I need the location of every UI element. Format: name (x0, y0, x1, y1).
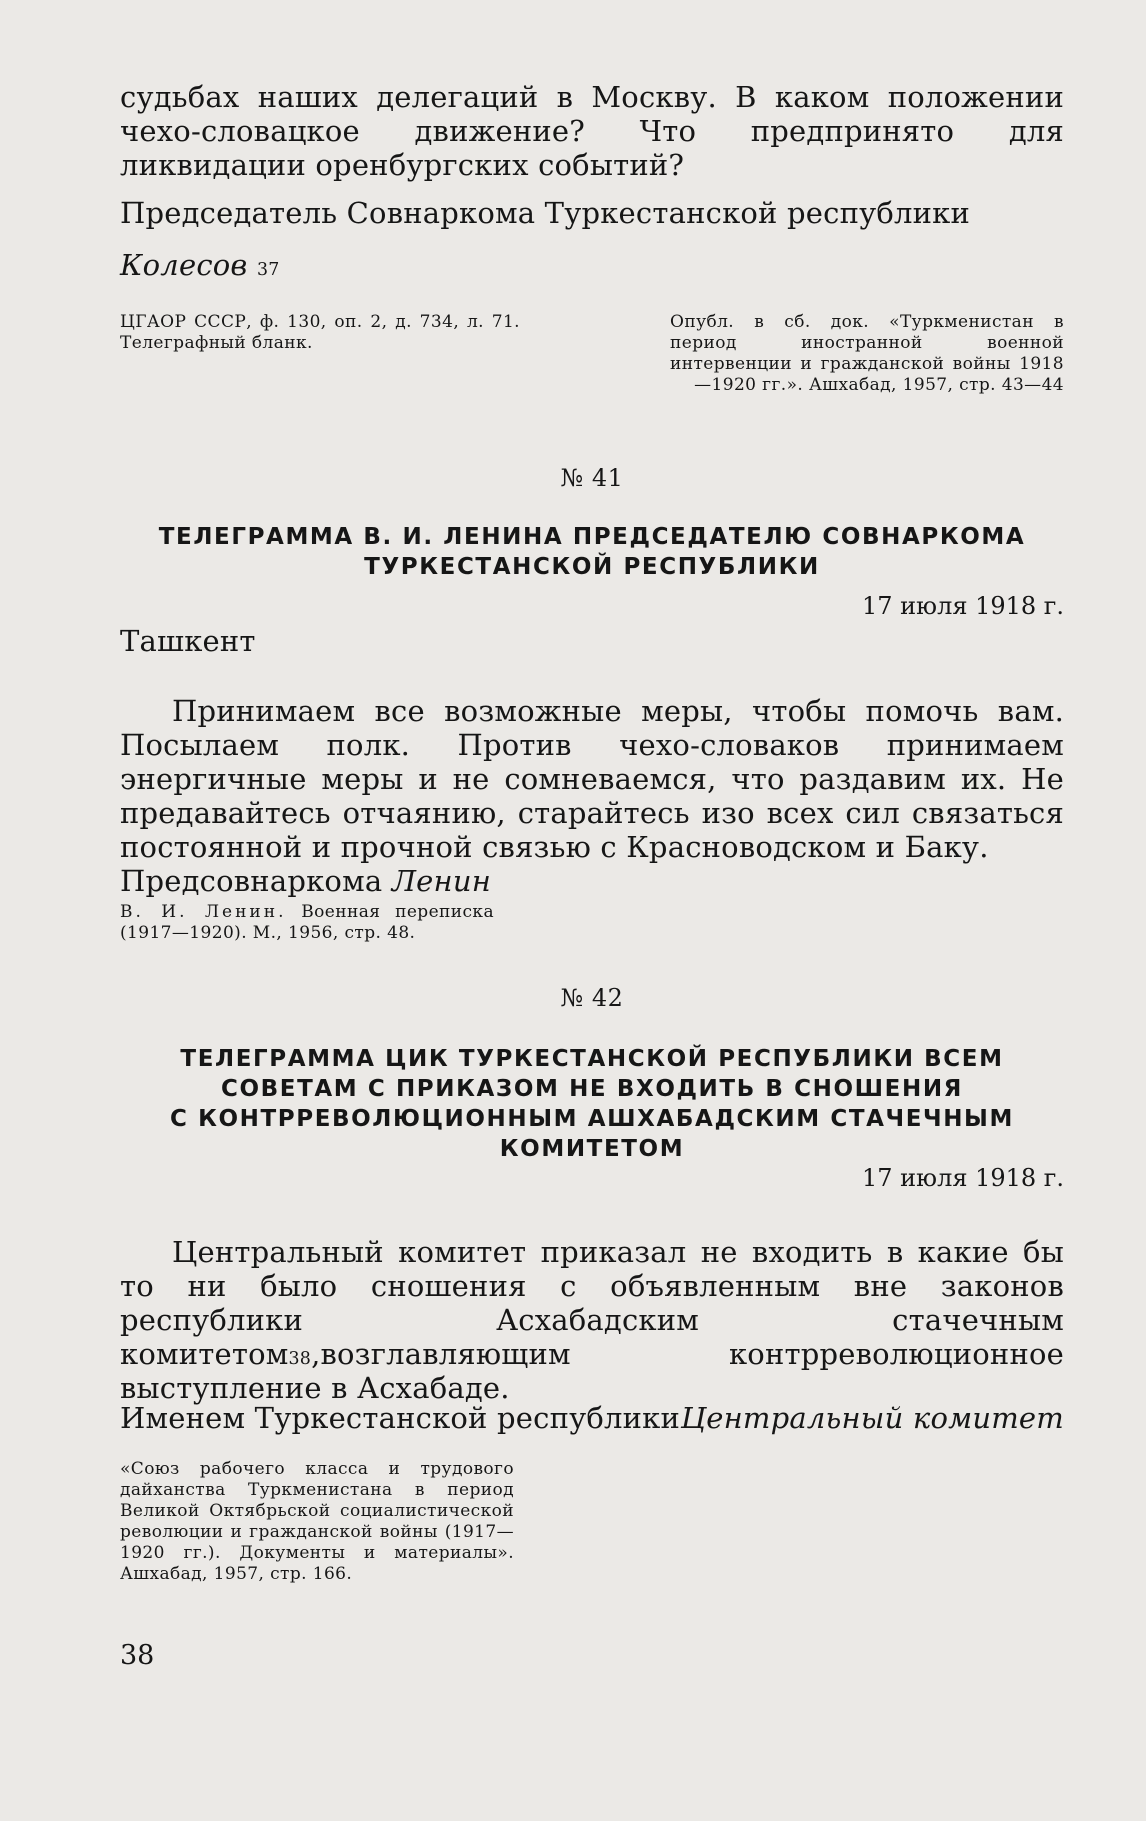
document-42-title-line1: ТЕЛЕГРАММА ЦИК ТУРКЕСТАНСКОЙ РЕСПУБЛИКИ ВСЕМ (180, 1046, 1004, 1072)
document-number-42: № 42 (560, 984, 624, 1012)
document-number-41: № 41 (560, 464, 624, 492)
signature-title: Председатель Совнаркома Туркестанской республики (120, 196, 971, 230)
document-41-source-author: В. И. Ленин. (120, 902, 287, 922)
document-41-source (120, 902, 494, 944)
document-42-title-line4: КОМИТЕТОМ (499, 1136, 685, 1162)
document-42-signature-left: Именем Туркестанской республики (120, 1401, 681, 1435)
footnote-ref-37: 37 (256, 260, 280, 280)
document-42-body (120, 1235, 1064, 1405)
document-41-place: Ташкент (120, 624, 256, 658)
document-41-signature-title: Предсовнаркома (120, 864, 383, 898)
footnote-ref-38: 38 (288, 1349, 312, 1369)
document-42-signature (120, 1401, 1064, 1435)
document-41-title-line1: ТЕЛЕГРАММА В. И. ЛЕНИНА ПРЕДСЕДАТЕЛЮ СОВНАРКОМА (158, 524, 1026, 550)
document-41-body: Принимаем все возможные меры, чтобы помочь вам. Посылаем полк. Против чехо-словаков принимаем энергичные меры и не сомневаемся, что раздавим их. Не предавайтесь отчаянию, старайтесь изо всех сил связаться постоянной и прочной связью с Красноводском и Баку. (120, 694, 1064, 864)
signature-name (120, 248, 1064, 282)
document-41-date: 17 июля 1918 г. (862, 592, 1064, 620)
document-41-source-rest: Военная переписка (1917—1920). М., 1956, стр. 48. (120, 902, 494, 943)
document-42-date: 17 июля 1918 г. (862, 1164, 1064, 1192)
page-number: 38 (120, 1640, 155, 1671)
document-41-title (120, 522, 1064, 582)
document-42-title-line2: СОВЕТАМ С ПРИКАЗОМ НЕ ВХОДИТЬ В СНОШЕНИЯ (221, 1076, 963, 1102)
document-42-source: «Союз рабочего класса и трудового дайханства Туркменистана в период Великой Октябрьской социалистической революции и гражданской войны (1917—1920 гг.). Документы и материалы». Ашхабад, 1957, стр. 166. (120, 1459, 514, 1584)
document-41-signature (120, 864, 1064, 898)
archive-reference: ЦГАОР СССР, ф. 130, оп. 2, д. 734, л. 71. Телеграфный бланк. (120, 312, 520, 353)
document-42-title (120, 1044, 1064, 1164)
document-42-body-continuation: ,возглавляющим контрреволюционное выступление в Асхабаде. (120, 1337, 1064, 1405)
document-42-signature-right: Центральный комитет (680, 1401, 1064, 1435)
document-42-body-text: Центральный комитет приказал не входить в какие бы то ни было сношения с объявленным вне законов республики Асхабадским стачечным комитетом (120, 1235, 1064, 1371)
publication-reference: Опубл. в сб. док. «Туркменистан в период иностранной военной интервенции и гражданской войны 1918—1920 гг.». Ашхабад, 1957, стр. 43—44 (670, 312, 1064, 395)
signature-name-text: Колесов (120, 248, 248, 282)
document-41-signature-name: Ленин (391, 864, 491, 898)
document-41-title-line2: ТУРКЕСТАНСКОЙ РЕСПУБЛИКИ (364, 554, 820, 580)
document-42-title-line3: С КОНТРРЕВОЛЮЦИОННЫМ АШХАБАДСКИМ СТАЧЕЧНЫМ (170, 1106, 1014, 1132)
continuation-paragraph: судьбах наших делегаций в Москву. В каком положении чехо-словацкое движение? Что предпринято для ликвидации оренбургских событий? (120, 80, 1064, 182)
